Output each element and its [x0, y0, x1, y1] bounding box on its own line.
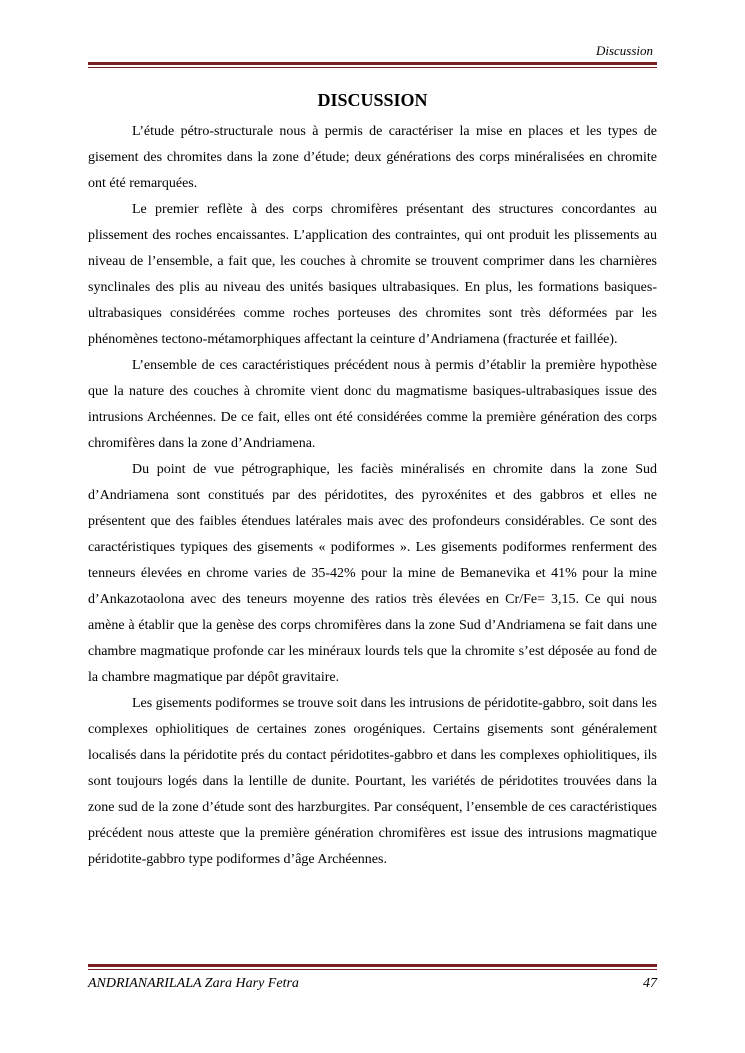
paragraph-5: Les gisements podiformes se trouve soit dans les intrusions de péridotite-gabbro, soit dans les complexes ophiolitiques de certaines zones orogéniques. Certains gisements sont généralement localisés dans la péridotite prés du contact péridotites-gabbro et dans les complexes ophiolitiques, ils sont toujours logés dans la lentille de dunite. Pourtant, les variétés de péridotites trouvées dans la zone sud de la zone d’étude sont des harzburgites. Par conséquent, l’ensemble de ces caractéristiques précédent nous atteste que la première génération chromifères est issue des intrusions magmatique péridotite-gabbro type podiformes d’âge Archéennes. [88, 696, 657, 867]
running-header: Discussion [595, 43, 653, 58]
footer-rule-thick [88, 964, 657, 967]
section-title: DISCUSSION [317, 90, 428, 110]
paragraph-3: L’ensemble de ces caractéristiques précédent nous à permis d’établir la première hypothèse que la nature des couches à chromite vient donc du magmatisme basiques-ultrabasiques issue des intrusions Archéennes. De ce fait, elles ont été considérées comme la première génération des corps chromifères dans la zone d’Andriamena. [88, 358, 657, 451]
body-text [88, 119, 657, 873]
header-rule-thick [88, 62, 657, 65]
page-number: 47 [643, 976, 657, 991]
header-rule-thin [88, 67, 657, 68]
paragraph-1: L’étude pétro-structurale nous à permis de caractériser la mise en places et les types de gisement des chromites dans la zone d’étude; deux générations des corps minéralisées en chromite ont été remarquées. [88, 124, 657, 191]
paragraph-2: Le premier reflète à des corps chromifères présentant des structures concordantes au plissement des roches encaissantes. L’application des contraintes, qui ont produit les plissements au niveau de l’ensemble, a fait que, les couches à chromite se trouvent comprimer dans les charnières synclinales des plis au niveau des unités basiques ultrabasiques. En plus, les formations basiques-ultrabasiques considérées comme roches porteuses des chromites sont très déformées par les phénomènes tectono-métamorphiques affectant la ceinture d’Andriamena (fracturée et faillée). [88, 202, 657, 347]
paragraph-4: Du point de vue pétrographique, les faciès minéralisés en chromite dans la zone Sud d’Andriamena sont constitués par des péridotites, des pyroxénites et des gabbros et elles ne présentent que des faibles étendues latérales mais avec des profondeurs considérables. Ce sont des caractéristiques typiques des gisements « podiformes ». Les gisements podiformes renferment des tenneurs élevées en chrome varies de 35-42% pour la mine de Bemanevika et 41% pour la mine d’Ankazotaolona avec des teneurs moyenne des ratios très élevées en Cr/Fe= 3,15. Ce qui nous amène à établir que la genèse des corps chromifères dans la zone Sud d’Andriamena se fait dans une chambre magmatique profonde car les minéraux lourds tels que la chromite s’est déposée au fond de la chambre magmatique par dépôt gravitaire. [88, 462, 657, 685]
footer-author: ANDRIANARILALA Zara Hary Fetra [88, 976, 299, 991]
footer-rule-thin [88, 969, 657, 970]
